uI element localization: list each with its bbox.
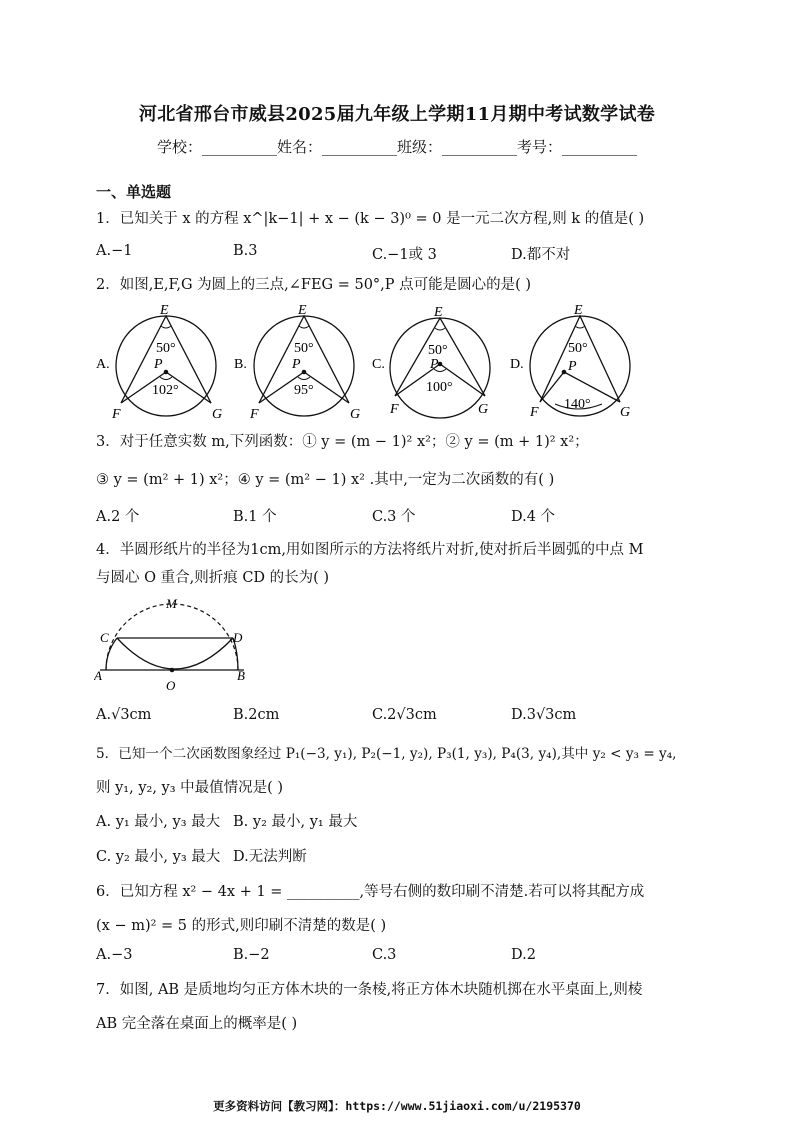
q4-option-b: B.2cm xyxy=(233,707,280,723)
q2-fig-c-label: C. xyxy=(372,357,385,372)
q6-option-d: D.2 xyxy=(511,947,536,963)
q2-fig-d-label-f: F xyxy=(530,405,539,420)
q2-fig-a-label: A. xyxy=(96,357,110,372)
q5-option-a: A. y₁ 最小, y₃ 最大 xyxy=(96,814,221,830)
q2-fig-a-label-f: F xyxy=(112,407,121,422)
q1-option-a: A.−1 xyxy=(96,243,133,259)
q4-option-c: C.2√3cm xyxy=(372,707,437,723)
q4-folded-arc xyxy=(117,638,233,669)
q2-fig-c-angle-arc-top xyxy=(435,328,445,330)
q2-fig-b-center-dot xyxy=(302,370,307,375)
question-4-stem-line2: 与圆心 O 重合,则折痕 CD 的长为( ) xyxy=(96,570,330,586)
q2-fig-b-label-g: G xyxy=(350,407,361,422)
question-4-stem-line1: 4．半圆形纸片的半径为1cm,用如图所示的方法将纸片对折,使对折后半圆弧的中点 M xyxy=(96,542,644,558)
q2-figure-c xyxy=(372,305,490,418)
question-6-stem-line1: 6．已知方程 x² − 4x + 1 = __________,等号右侧的数印刷不清楚.若可以将其配方成 xyxy=(96,884,645,900)
q3-option-b: B.1 个 xyxy=(233,509,277,525)
q2-fig-c-label-f: F xyxy=(390,402,399,417)
q4-label-c: C xyxy=(100,630,109,645)
question-2-stem: 2．如图,E,F,G 为圆上的三点,∠FEG = 50°,P 点可能是圆心的是( ) xyxy=(96,277,532,293)
q2-fig-d-angle-arc-top xyxy=(575,326,585,328)
q4-option-a: A.√3cm xyxy=(96,707,152,723)
q5-option-d: D.无法判断 xyxy=(233,849,307,865)
q1-option-b: B.3 xyxy=(233,243,258,259)
student-info-line: 学校：__________姓名：__________班级：__________考号：__________ xyxy=(156,138,637,156)
q5-option-b: B. y₂ 最小, y₁ 最大 xyxy=(233,814,358,830)
q2-figure-a xyxy=(96,303,222,422)
question-1-stem: 1．已知关于 x 的方程 x^|k−1| + x − (k − 3)⁰ = 0 是一元二次方程,则 k 的值是( ) xyxy=(96,211,645,227)
question-6-stem-line2: (x − m)² = 5 的形式,则印刷不清楚的数是( ) xyxy=(96,918,387,934)
q1-option-c: C.−1或 3 xyxy=(372,247,437,263)
q3-option-d: D.4 个 xyxy=(511,509,556,525)
q1-option-d: D.都不对 xyxy=(511,247,571,263)
q2-fig-b-circle xyxy=(254,316,354,416)
q2-fig-b-label-e: E xyxy=(298,303,307,318)
q2-fig-d-label-p: P xyxy=(568,359,577,374)
q2-fig-d-label: D. xyxy=(510,357,524,372)
q2-fig-a-label-g: G xyxy=(212,407,223,422)
footer-link-text[interactable]: 更多资料访问【教习网】：https://www.51jiaoxi.com/u/2195370 xyxy=(213,1099,581,1113)
q5-option-c: C. y₂ 最小, y₃ 最大 xyxy=(96,849,221,865)
q2-fig-a-label-e: E xyxy=(160,303,169,318)
q4-label-d: D xyxy=(233,630,243,645)
question-5-stem-line2: 则 y₁, y₂, y₃ 中最值情况是( ) xyxy=(96,780,284,796)
q2-fig-d-angle-bottom: 140° xyxy=(564,397,591,412)
q2-fig-a-angle-top: 50° xyxy=(156,341,176,356)
q6-option-a: A.−3 xyxy=(96,947,133,963)
q2-fig-a-circle xyxy=(116,316,216,416)
q2-figure-d xyxy=(510,303,630,420)
q2-fig-d-label-e: E xyxy=(574,303,583,318)
q6-option-b: B.−2 xyxy=(233,947,270,963)
question-7-stem-line1: 7．如图, AB 是质地均匀正方体木块的一条棱,将正方体木块随机掷在水平桌面上,则棱 xyxy=(96,982,643,998)
q2-figures xyxy=(90,298,650,426)
q4-center-dot xyxy=(170,668,175,673)
q2-fig-a-center-dot xyxy=(164,370,169,375)
q4-option-d: D.3√3cm xyxy=(511,707,577,723)
q2-fig-a-angle-arc-center xyxy=(160,377,172,380)
q2-fig-b-label: B. xyxy=(234,357,247,372)
question-7-stem-line2: AB 完全落在桌面上的概率是( ) xyxy=(96,1016,298,1032)
q2-fig-a-angle-center: 102° xyxy=(152,383,179,398)
q4-label-a: A xyxy=(94,668,102,683)
q4-label-b: B xyxy=(237,668,245,683)
q2-fig-c-label-p: P xyxy=(430,357,439,372)
q2-fig-b-angle-center: 95° xyxy=(294,383,314,398)
q2-fig-d-label-g: G xyxy=(620,405,631,420)
q4-figure xyxy=(94,592,254,692)
q2-fig-c-label-g: G xyxy=(478,402,489,417)
q4-label-m: M xyxy=(166,596,177,611)
q2-fig-a-label-p: P xyxy=(154,357,163,372)
section-title: 一、单选题 xyxy=(96,183,172,201)
q3-option-a: A.2 个 xyxy=(96,509,140,525)
q2-fig-c-angle-top: 50° xyxy=(428,343,448,358)
q4-dashed-semicircle xyxy=(106,604,238,670)
q2-fig-c-circle xyxy=(390,318,490,418)
q6-option-c: C.3 xyxy=(372,947,397,963)
q2-fig-b-label-p: P xyxy=(292,357,301,372)
q2-fig-c-angle-center: 100° xyxy=(426,380,453,395)
q4-label-o: O xyxy=(166,678,176,692)
q2-figure-b xyxy=(234,303,360,422)
q2-fig-b-angle-arc-top xyxy=(299,326,309,328)
q2-fig-b-angle-top: 50° xyxy=(294,341,314,356)
q2-fig-d-chord-lines xyxy=(540,316,620,402)
q2-fig-b-label-f: F xyxy=(250,407,259,422)
q2-fig-c-label-e: E xyxy=(434,305,443,320)
question-3-stem-line2: ③ y = (m² + 1) x²；④ y = (m² − 1) x² .其中,一定为二次函数的有( ) xyxy=(96,472,555,488)
question-5-stem-line1: 5．已知一个二次函数图象经过 P₁(−3, y₁), P₂(−1, y₂), P₃(1, y₃), P₄(3, y₄),其中 y₂ < y₃ = y₄, xyxy=(96,746,677,762)
q2-fig-d-angle-top: 50° xyxy=(568,341,588,356)
q3-option-c: C.3 个 xyxy=(372,509,416,525)
q2-fig-d-center-dot xyxy=(562,370,567,375)
page-title: 河北省邢台市威县2025届九年级上学期11月期中考试数学试卷 xyxy=(138,104,656,125)
q2-fig-b-angle-arc-center xyxy=(298,377,310,380)
question-3-stem-line1: 3．对于任意实数 m,下列函数：① y = (m − 1)² x²；② y = (m + 1)² x²； xyxy=(96,434,589,450)
q2-fig-a-angle-arc-top xyxy=(161,326,171,328)
